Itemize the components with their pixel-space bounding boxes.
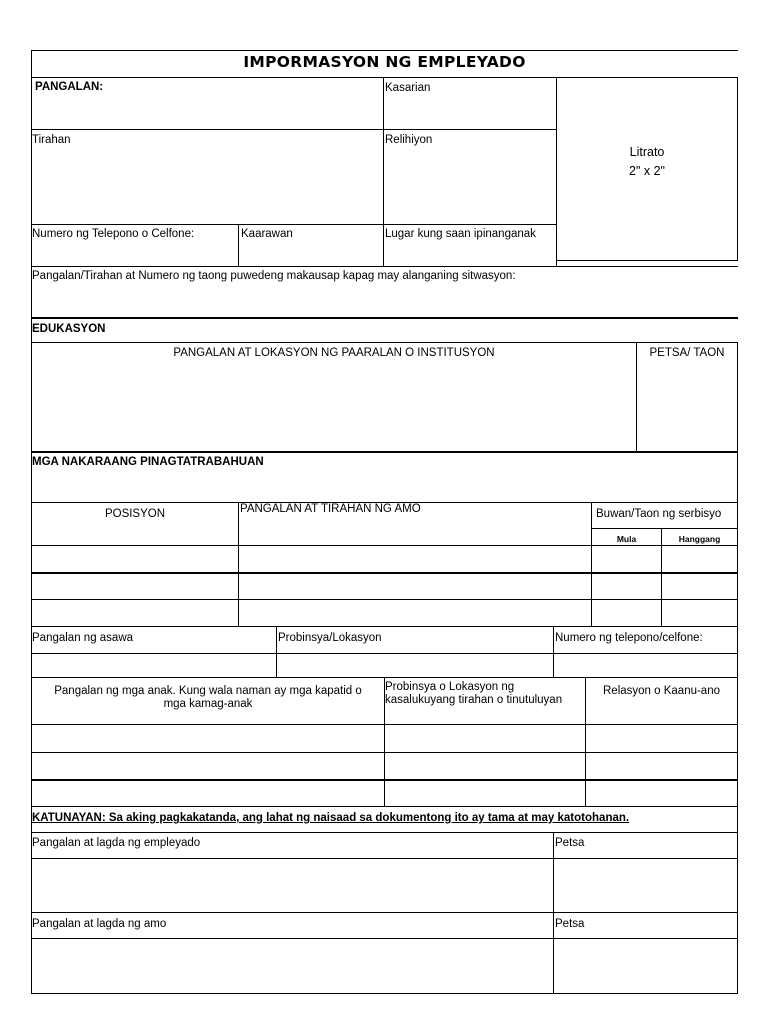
education-header: EDUKASYON bbox=[32, 323, 106, 335]
name-label: PANGALAN: bbox=[35, 81, 104, 93]
education-school-col: PANGALAN AT LOKASYON NG PAARALAN O INSTITUSYON bbox=[173, 347, 495, 359]
employee-signature-label: Pangalan at lagda ng empleyado bbox=[32, 837, 201, 849]
religion-field[interactable] bbox=[384, 130, 556, 224]
employer-signature-label: Pangalan at lagda ng amo bbox=[32, 918, 167, 930]
photo-label: Litrato bbox=[629, 145, 665, 159]
emergency-contact-field[interactable] bbox=[32, 267, 737, 317]
phone-label: Numero ng Telepono o Celfone: bbox=[32, 228, 195, 240]
employer-date-field[interactable] bbox=[554, 939, 737, 993]
page-title: IMPORMASYON NG EMPLEYADO bbox=[243, 53, 526, 71]
address-label: Tirahan bbox=[32, 134, 71, 146]
spouse-name-label: Pangalan ng asawa bbox=[32, 632, 134, 644]
work-employer-col: PANGALAN AT TIRAHAN NG AMO bbox=[240, 503, 421, 515]
spouse-province-label: Probinsya/Lokasyon bbox=[278, 632, 382, 644]
work-row[interactable] bbox=[32, 574, 737, 599]
employee-date-label: Petsa bbox=[555, 837, 585, 849]
name-field[interactable] bbox=[32, 78, 383, 129]
education-date-col: PETSA/ TAON bbox=[649, 347, 725, 359]
work-to-col: Hanggang bbox=[678, 534, 721, 544]
employer-date-label: Petsa bbox=[555, 918, 585, 930]
work-service-col: Buwan/Taon ng serbisyo bbox=[596, 508, 722, 520]
children-row[interactable] bbox=[32, 781, 737, 806]
work-row[interactable] bbox=[32, 600, 737, 626]
birthplace-label: Lugar kung saan ipinanganak bbox=[385, 228, 536, 240]
religion-label: Relihiyon bbox=[385, 134, 433, 146]
work-from-col: Mula bbox=[616, 534, 637, 544]
children-relation-col: Relasyon o Kaanu-ano bbox=[603, 685, 720, 697]
phone-field[interactable] bbox=[32, 225, 238, 266]
sex-field[interactable] bbox=[384, 78, 556, 129]
birthday-label: Kaarawan bbox=[241, 228, 293, 240]
children-name-col: Pangalan ng mga anak. Kung wala naman ay mga kapatid o bbox=[54, 685, 362, 697]
emergency-contact-label: Pangalan/Tirahan at Numero ng taong puwedeng makausap kapag may alanganing sitwasyon: bbox=[32, 270, 516, 282]
employer-signature-field[interactable] bbox=[32, 939, 553, 993]
work-row[interactable] bbox=[32, 546, 737, 572]
sex-label: Kasarian bbox=[385, 82, 431, 94]
birthday-field[interactable] bbox=[239, 225, 383, 266]
certification-statement: KATUNAYAN: Sa aking pagkakatanda, ang lahat ng naisaad sa dokumentong ito ay tama at may katotohanan. bbox=[32, 812, 630, 824]
employee-date-field[interactable] bbox=[554, 859, 737, 912]
children-address-col: Probinsya o Lokasyon ng bbox=[385, 681, 515, 693]
employee-signature-field[interactable] bbox=[32, 859, 553, 912]
children-row[interactable] bbox=[32, 753, 737, 779]
children-address-col-2: kasalukuyang tirahan o tinutuluyan bbox=[385, 694, 563, 706]
address-field[interactable] bbox=[32, 130, 383, 224]
children-name-col-2: mga kamag-anak bbox=[163, 698, 253, 710]
work-position-col: POSISYON bbox=[104, 508, 166, 520]
birthplace-field[interactable] bbox=[384, 225, 556, 266]
work-header: MGA NAKARAANG PINAGTATRABAHUAN bbox=[32, 456, 264, 468]
education-date-field[interactable] bbox=[637, 343, 737, 451]
spouse-phone-label: Numero ng telepono/celfone: bbox=[555, 632, 703, 644]
photo-size-label: 2" x 2" bbox=[629, 164, 665, 178]
spouse-row[interactable] bbox=[32, 654, 737, 677]
photo-box[interactable] bbox=[557, 78, 737, 260]
children-row[interactable] bbox=[32, 725, 737, 752]
education-school-field[interactable] bbox=[32, 343, 636, 451]
